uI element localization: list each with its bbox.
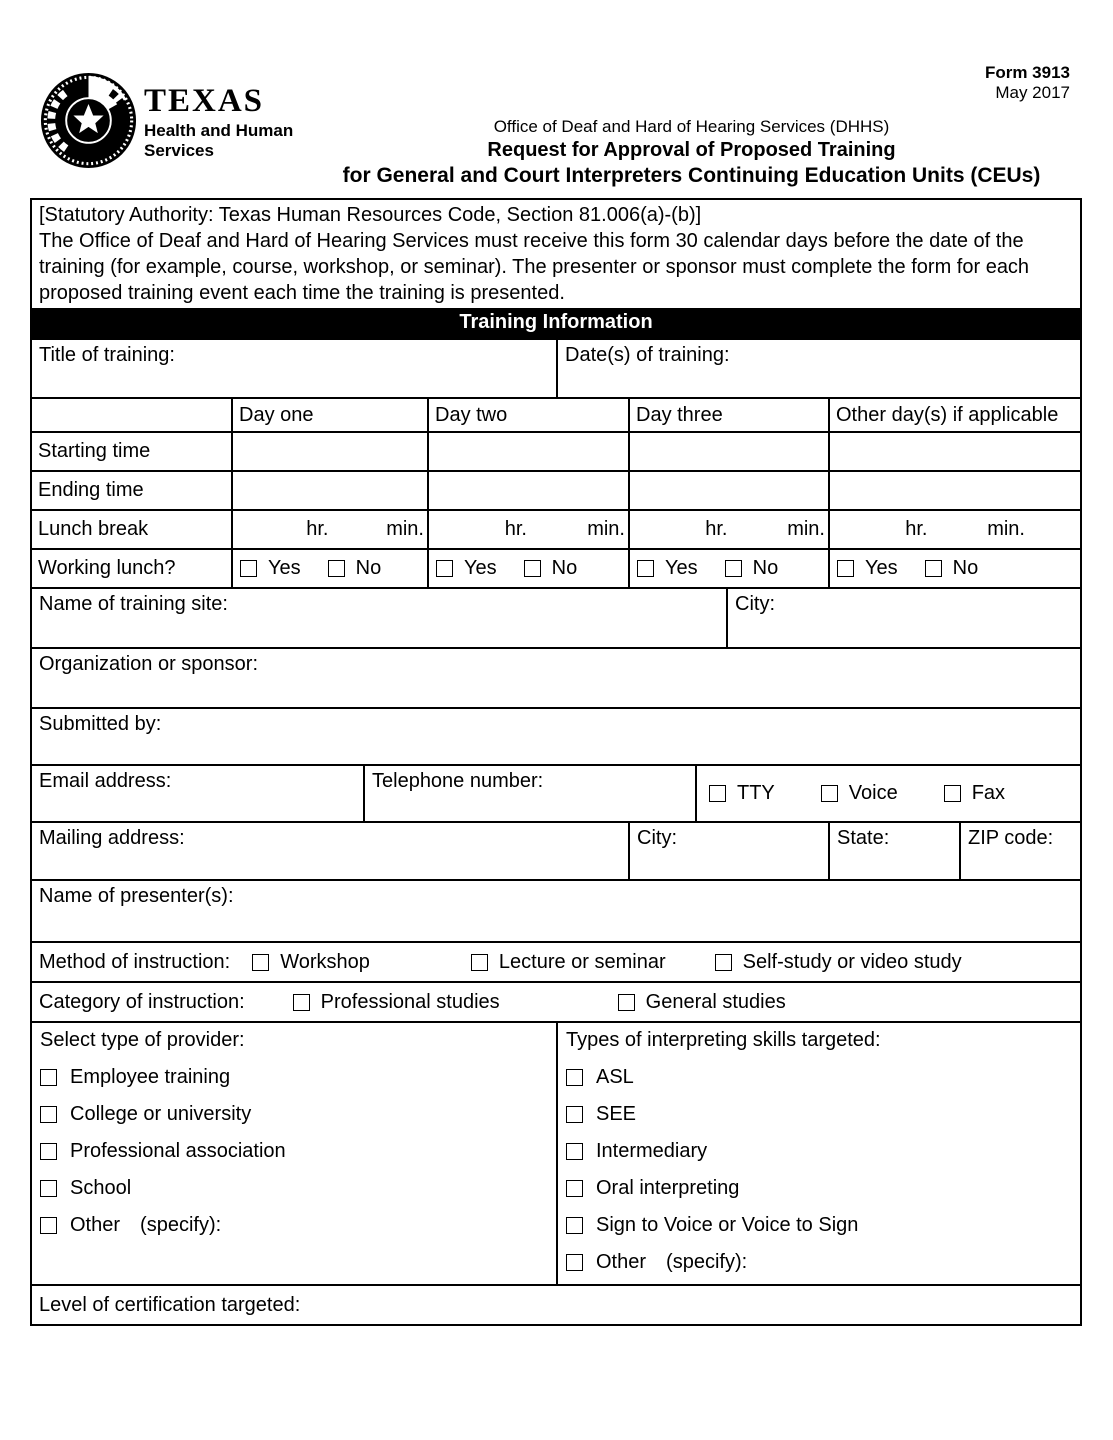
- mailing-city-label: City:: [637, 827, 677, 849]
- title-dates-row: [32, 338, 1080, 397]
- workshop-label: Workshop: [280, 950, 370, 973]
- mailing-address-label: Mailing address:: [39, 827, 185, 849]
- provider-other-label: Other: [70, 1214, 121, 1236]
- ending-time-day-two-field[interactable]: [427, 472, 628, 509]
- method-label: Method of instruction:: [39, 950, 231, 973]
- starting-time-row: [32, 431, 1080, 470]
- ending-time-label: Ending time: [38, 479, 144, 501]
- list-item: [40, 1214, 548, 1237]
- list-item: [566, 1140, 1072, 1163]
- ending-time-day-one-field[interactable]: [231, 472, 427, 509]
- ending-time-row: [32, 470, 1080, 509]
- column-header-day-two: Day two: [427, 399, 628, 431]
- form-title-line1: Request for Approval of Proposed Training: [487, 139, 896, 161]
- starting-time-other-days-field[interactable]: [828, 433, 1080, 470]
- working-lunch-row: [32, 548, 1080, 587]
- mailing-address-field[interactable]: [32, 823, 628, 879]
- starting-time-day-one-field[interactable]: [231, 433, 427, 470]
- provider-other-specify-field[interactable]: (specify):: [140, 1214, 222, 1236]
- hr-unit-label: hr.: [905, 518, 928, 540]
- see-label: SEE: [596, 1103, 637, 1125]
- college-or-university-checkbox[interactable]: [40, 1106, 57, 1123]
- schedule-blank-header: [32, 399, 231, 431]
- college-or-university-label: College or university: [70, 1103, 252, 1125]
- skills-heading: Types of interpreting skills targeted:: [566, 1029, 881, 1051]
- intro-text: [32, 200, 1080, 308]
- professional-studies-checkbox[interactable]: [293, 994, 310, 1011]
- general-studies-checkbox[interactable]: [618, 994, 635, 1011]
- oral-interpreting-label: Oral interpreting: [596, 1177, 740, 1199]
- professional-association-label: Professional association: [70, 1140, 286, 1162]
- form-meta: [985, 63, 1070, 103]
- ending-time-day-three-field[interactable]: [628, 472, 828, 509]
- phone-type-cell: [695, 766, 1080, 821]
- asl-label: ASL: [596, 1066, 634, 1088]
- form-title-line2: for General and Court Interpreters Continuing Education Units (CEUs): [342, 164, 1041, 187]
- column-header-other-days: Other day(s) if applicable: [828, 399, 1080, 431]
- professional-studies-label: Professional studies: [320, 990, 500, 1013]
- telephone-label: Telephone number:: [372, 770, 544, 792]
- working-lunch-day-one-cell: Yes No: [231, 550, 427, 587]
- column-header-day-one: Day one: [231, 399, 427, 431]
- title-of-training-field[interactable]: [32, 340, 556, 399]
- skills-other-checkbox[interactable]: [566, 1254, 583, 1271]
- oral-interpreting-checkbox[interactable]: [566, 1180, 583, 1197]
- training-site-field[interactable]: [32, 589, 726, 647]
- form-number: Form 3913: [984, 63, 1070, 82]
- list-item: [40, 1140, 548, 1163]
- training-site-city-field[interactable]: [726, 589, 1080, 647]
- office-name: Office of Deaf and Hard of Hearing Services (DHHS): [493, 117, 890, 136]
- voice-checkbox[interactable]: [821, 785, 838, 802]
- lunch-break-day-two-field[interactable]: [427, 511, 628, 548]
- fax-checkbox[interactable]: [944, 785, 961, 802]
- school-label: School: [70, 1177, 132, 1199]
- submitted-by-row: [32, 707, 1080, 764]
- dates-of-training-field[interactable]: [556, 340, 1080, 397]
- email-label: Email address:: [39, 770, 172, 792]
- tty-label: TTY: [737, 782, 775, 804]
- training-site-row: [32, 587, 1080, 647]
- lunch-break-day-three-field[interactable]: [628, 511, 828, 548]
- lecture-or-seminar-checkbox[interactable]: [471, 954, 488, 971]
- tty-checkbox[interactable]: [709, 785, 726, 802]
- title-of-training-label: Title of training:: [39, 344, 175, 366]
- logo-sub-text: Health and Human Services: [144, 121, 294, 160]
- organization-field[interactable]: [32, 649, 1080, 707]
- organization-row: [32, 647, 1080, 707]
- ending-time-other-days-field[interactable]: [828, 472, 1080, 509]
- form-body: [30, 198, 1082, 1326]
- working-lunch-day-two-no-checkbox[interactable]: [524, 560, 541, 577]
- working-lunch-day-three-yes-checkbox[interactable]: [637, 560, 654, 577]
- lunch-break-other-days-field[interactable]: [828, 511, 1080, 548]
- mailing-zip-label: ZIP code:: [968, 827, 1054, 849]
- starting-time-day-three-field[interactable]: [628, 433, 828, 470]
- form-date: May 2017: [995, 83, 1070, 102]
- logo-brand-text: TEXAS: [144, 83, 265, 119]
- skills-other-label: Other: [596, 1251, 647, 1273]
- skills-other-specify-field[interactable]: (specify):: [666, 1251, 748, 1273]
- submitted-by-field[interactable]: [32, 709, 1080, 764]
- certification-row: [32, 1284, 1080, 1324]
- contact-row: [32, 764, 1080, 821]
- min-unit-label: min.: [787, 518, 825, 540]
- category-cell: [32, 983, 1080, 1021]
- min-unit-label: min.: [386, 518, 424, 540]
- starting-time-label: Starting time: [38, 440, 151, 462]
- section-header-training-information: Training Information: [32, 308, 1080, 338]
- mailing-city-field[interactable]: [628, 823, 828, 879]
- statutory-authority: [Statutory Authority: Texas Human Resources Code, Section 81.006(a)-(b)]: [39, 204, 702, 226]
- form-header: [300, 116, 1083, 188]
- hr-unit-label: hr.: [504, 518, 527, 540]
- presenters-label: Name of presenter(s):: [39, 885, 234, 907]
- voice-label: Voice: [848, 782, 898, 804]
- method-cell: [32, 943, 1080, 981]
- hr-unit-label: hr.: [306, 518, 329, 540]
- list-item: [566, 1103, 1072, 1126]
- working-lunch-day-three-cell: Yes No: [628, 550, 828, 587]
- lunch-break-day-one-field[interactable]: [231, 511, 427, 548]
- sign-to-voice-label: Sign to Voice or Voice to Sign: [596, 1214, 859, 1236]
- method-row: [32, 941, 1080, 981]
- starting-time-day-two-field[interactable]: [427, 433, 628, 470]
- organization-label: Organization or sponsor:: [39, 653, 259, 675]
- presenters-field[interactable]: [32, 881, 1080, 941]
- asl-checkbox[interactable]: [566, 1069, 583, 1086]
- list-item: [40, 1177, 548, 1200]
- list-item: [566, 1177, 1072, 1200]
- professional-association-checkbox[interactable]: [40, 1143, 57, 1160]
- column-header-day-three: Day three: [628, 399, 828, 431]
- provider-cell: [32, 1023, 556, 1284]
- min-unit-label: min.: [987, 518, 1025, 540]
- working-lunch-day-three-no-checkbox[interactable]: [725, 560, 742, 577]
- telephone-field[interactable]: [363, 766, 695, 821]
- mailing-row: [32, 821, 1080, 879]
- intermediary-checkbox[interactable]: [566, 1143, 583, 1160]
- intermediary-label: Intermediary: [596, 1140, 708, 1162]
- see-checkbox[interactable]: [566, 1106, 583, 1123]
- provider-heading: Select type of provider:: [40, 1029, 245, 1051]
- texas-state-seal-icon: [40, 72, 137, 169]
- working-lunch-day-two-yes-checkbox[interactable]: [436, 560, 453, 577]
- provider-skills-row: [32, 1021, 1080, 1284]
- fax-label: Fax: [971, 782, 1006, 804]
- mailing-state-label: State:: [837, 827, 890, 849]
- lecture-or-seminar-label: Lecture or seminar: [498, 950, 666, 973]
- training-site-city-label: City:: [735, 593, 775, 615]
- working-lunch-day-one-no-checkbox[interactable]: [328, 560, 345, 577]
- submitted-by-label: Submitted by:: [39, 713, 162, 735]
- certification-field[interactable]: [32, 1286, 1080, 1324]
- hr-unit-label: hr.: [705, 518, 728, 540]
- list-item: [40, 1066, 548, 1089]
- mailing-state-field[interactable]: [828, 823, 959, 879]
- working-lunch-day-two-cell: Yes No: [427, 550, 628, 587]
- list-item: [566, 1066, 1072, 1089]
- list-item: [566, 1214, 1072, 1237]
- email-field[interactable]: [32, 766, 363, 821]
- working-lunch-other-days-no-checkbox[interactable]: [925, 560, 942, 577]
- school-checkbox[interactable]: [40, 1180, 57, 1197]
- min-unit-label: min.: [587, 518, 625, 540]
- category-row: [32, 981, 1080, 1021]
- texas-hhs-logo: [144, 84, 293, 161]
- employee-training-checkbox[interactable]: [40, 1069, 57, 1086]
- sign-to-voice-checkbox[interactable]: [566, 1217, 583, 1234]
- list-item: [40, 1103, 548, 1126]
- instructions: The Office of Deaf and Hard of Hearing Services must receive this form 30 calendar days before the date of the training (for example, course, workshop, or seminar). The presenter or sponsor must complete the form for each proposed training event each time the training is presented.: [39, 230, 1030, 304]
- list-item: [566, 1251, 1072, 1274]
- skills-cell: [556, 1023, 1080, 1284]
- provider-other-checkbox[interactable]: [40, 1217, 57, 1234]
- category-label: Category of instruction:: [39, 990, 245, 1013]
- training-site-label: Name of training site:: [39, 593, 228, 615]
- dates-of-training-label: Date(s) of training:: [565, 344, 730, 366]
- self-study-checkbox[interactable]: [715, 954, 732, 971]
- presenters-row: [32, 879, 1080, 941]
- lunch-break-row: [32, 509, 1080, 548]
- lunch-break-label: Lunch break: [38, 518, 149, 540]
- self-study-label: Self-study or video study: [742, 950, 962, 973]
- mailing-zip-field[interactable]: [959, 823, 1080, 879]
- general-studies-label: General studies: [645, 990, 786, 1013]
- working-lunch-day-one-yes-checkbox[interactable]: [240, 560, 257, 577]
- workshop-checkbox[interactable]: [252, 954, 269, 971]
- working-lunch-other-days-cell: Yes No: [828, 550, 1080, 587]
- working-lunch-other-days-yes-checkbox[interactable]: [837, 560, 854, 577]
- intro-row: [32, 200, 1080, 308]
- schedule-header-row: [32, 397, 1080, 431]
- working-lunch-label: Working lunch?: [38, 557, 176, 579]
- employee-training-label: Employee training: [70, 1066, 231, 1088]
- certification-label: Level of certification targeted:: [39, 1293, 301, 1316]
